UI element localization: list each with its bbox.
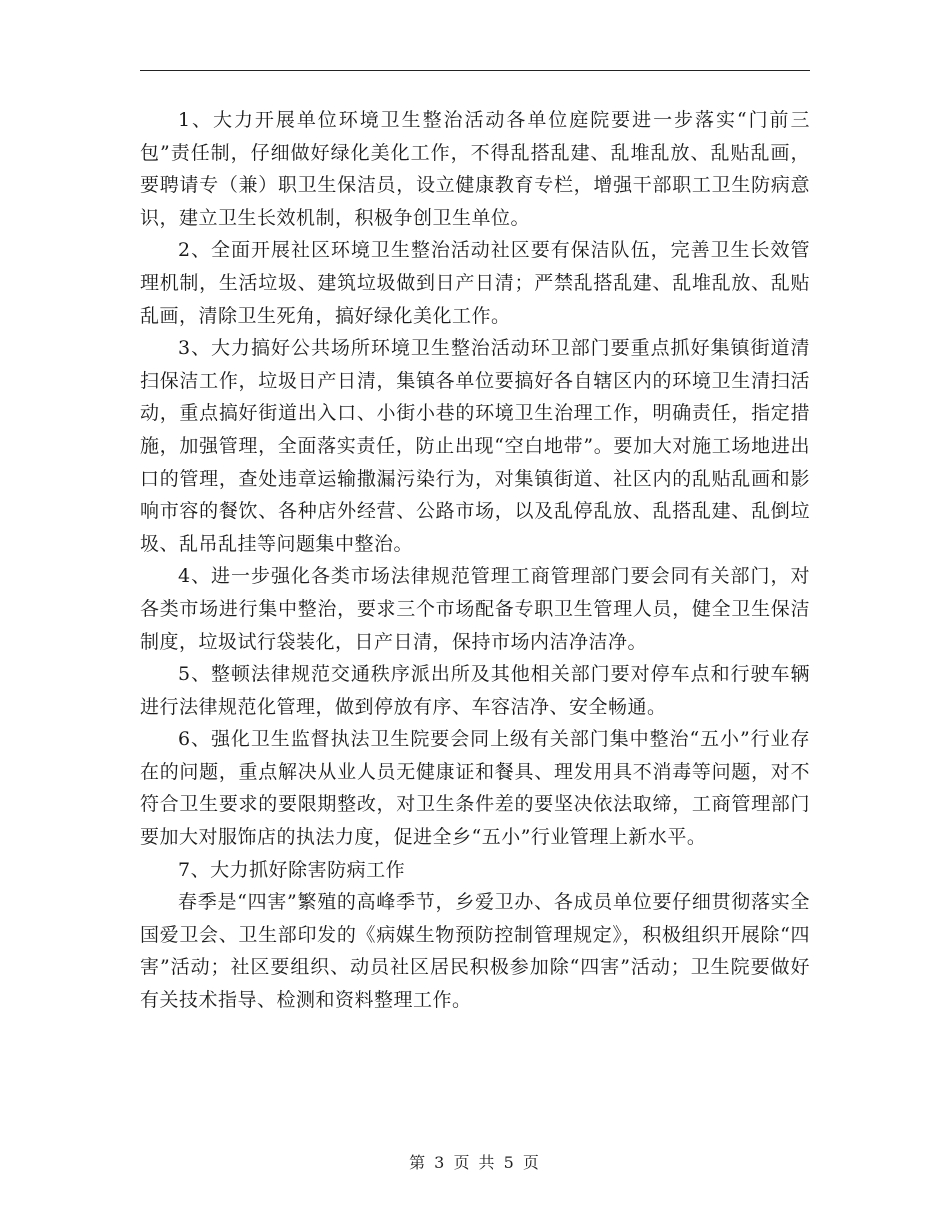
paragraph-2: 2、全面开展社区环境卫生整治活动社区要有保洁队伍，完善卫生长效管理机制，生活垃圾、建筑垃圾做到日产日清；严禁乱搭乱建、乱堆乱放、乱贴乱画，清除卫生死角，搞好绿化美化工作。: [140, 239, 810, 327]
header-rule: [140, 70, 810, 71]
paragraph-1: 1、大力开展单位环境卫生整治活动各单位庭院要进一步落实“门前三包”责任制，仔细做好绿化美化工作，不得乱搭乱建、乱堆乱放、乱贴乱画，要聘请专（兼）职卫生保洁员，设立健康教育专栏，增强干部职工卫生防病意识，建立卫生长效机制，积极争创卫生单位。: [140, 109, 810, 229]
document-body: [140, 104, 810, 1017]
paragraph-6: 6、强化卫生监督执法卫生院要会同上级有关部门集中整治“五小”行业存在的问题，重点解决从业人员无健康证和餐具、理发用具不消毒等问题，对不符合卫生要求的要限期整改，对卫生条件差的要坚决依法取缔，工商管理部门要加大对服饰店的执法力度，促进全乡“五小”行业管理上新水平。: [140, 728, 810, 849]
paragraph-5: 5、整顿法律规范交通秩序派出所及其他相关部门要对停车点和行驶车辆进行法律规范化管理，做到停放有序、车容洁净、安全畅通。: [140, 663, 810, 718]
paragraph-3: 3、大力搞好公共场所环境卫生整治活动环卫部门要重点抓好集镇街道清扫保洁工作，垃圾日产日清，集镇各单位要搞好各自辖区内的环境卫生清扫活动，重点搞好街道出入口、小街小巷的环境卫生治理工作，明确责任，指定措施，加强管理，全面落实责任，防止出现“空白地带”。要加大对施工场地进出口的管理，查处违章运输撒漏污染行为，对集镇街道、社区内的乱贴乱画和影响市容的餐饮、各种店外经营、公路市场，以及乱停乱放、乱搭乱建、乱倒垃圾、乱吊乱挂等问题集中整治。: [140, 337, 810, 555]
paragraph-4: 4、进一步强化各类市场法律规范管理工商管理部门要会同有关部门，对各类市场进行集中整治，要求三个市场配备专职卫生管理人员，健全卫生保洁制度，垃圾试行袋装化，日产日清，保持市场内洁净洁净。: [140, 565, 810, 653]
paragraph-7-heading: 7、大力抓好除害防病工作: [178, 858, 406, 881]
paragraph-8: 春季是“四害”繁殖的高峰季节，乡爱卫办、各成员单位要仔细贯彻落实全国爱卫会、卫生部印发的《病媒生物预防控制管理规定》，积极组织开展除“四害”活动；社区要组织、动员社区居民积极参加除“四害”活动；卫生院要做好有关技术指导、检测和资料整理工作。: [140, 891, 810, 1012]
page-number: 第 3 页 共 5 页: [409, 1153, 541, 1172]
